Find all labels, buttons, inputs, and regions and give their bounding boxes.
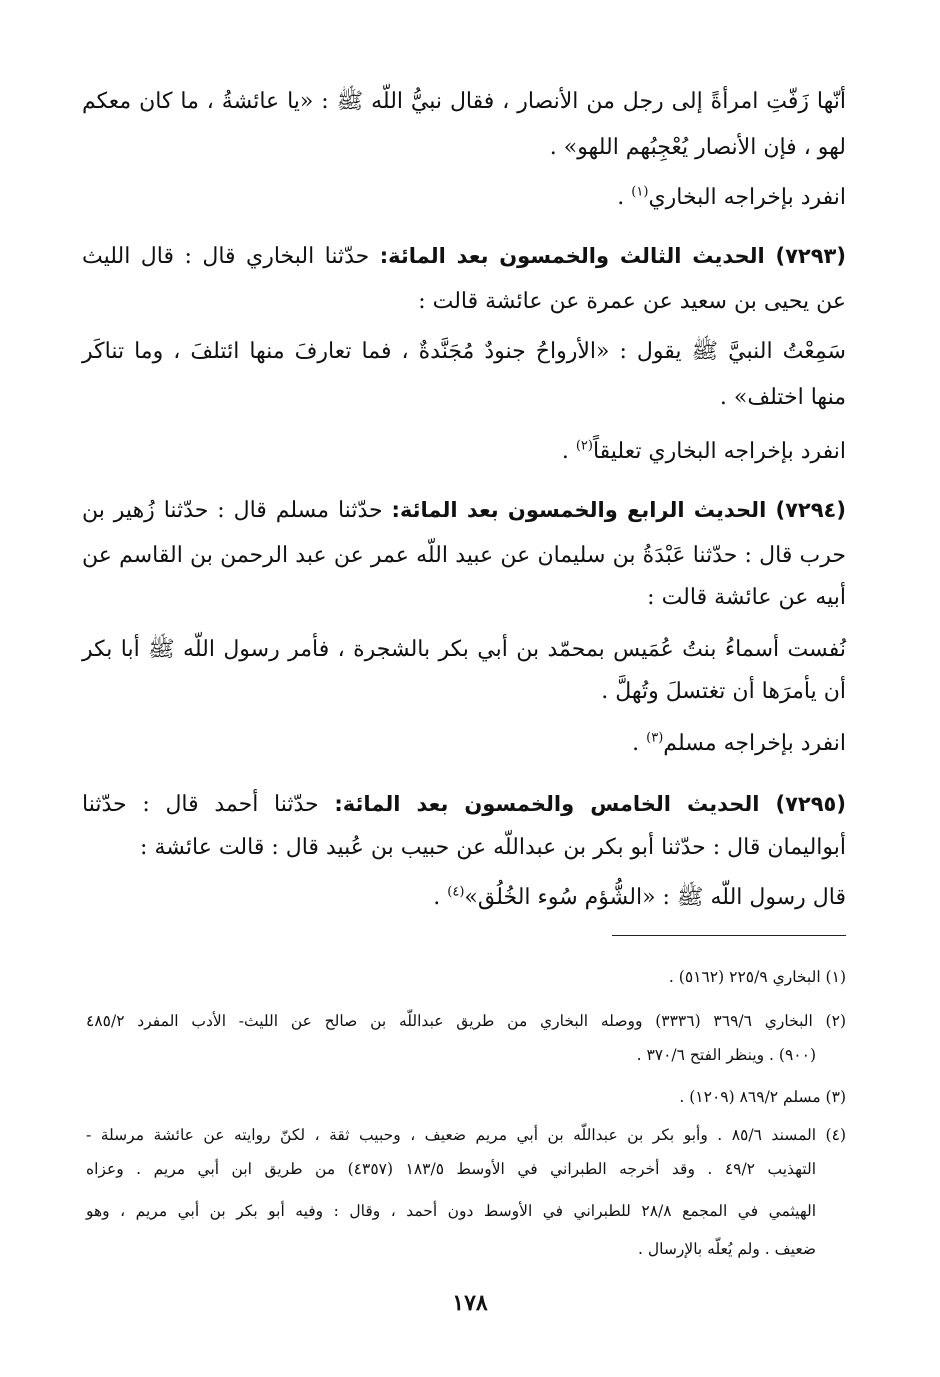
footnote-ref: (٤) xyxy=(447,884,465,900)
footnote-2-cont: (٩٠٠) . وينظر الفتح ٣٧٠/٦ . xyxy=(636,1046,816,1064)
matn-text: قال رسول اللّه ﷺ : «الشُّؤم سُوء الخُلُق» xyxy=(464,885,846,910)
body-line: حرب قال : حدّثنا عَبْدَةُ بن سليمان عن عبيد اللّه عمر عن عبد الرحمن بن القاسم عن xyxy=(82,543,846,568)
body-line: أن يأمرَها أن تغتسلَ وتُهلَّ . xyxy=(601,679,846,704)
footnote-ref: (١) xyxy=(631,184,649,200)
hadith-heading-line xyxy=(82,236,846,277)
footnote-4: (٤) المسند ٨٥/٦ . وأبو بكر بن عبداللّه بن أبي مريم ضعيف ، وحبيب ثقة ، لكنّ روايته عن عائشة مرسلة - xyxy=(86,1126,846,1144)
attribution-line xyxy=(82,178,846,218)
attribution-line xyxy=(82,432,846,472)
footnote-4-cont: الهيثمي في المجمع ٢٨/٨ للطبراني في الأوسط دون أحمد ، وقال : وفيه أبو بكر بن أبي مريم ، وهو xyxy=(86,1202,816,1220)
hadith-heading-line xyxy=(82,784,846,825)
body-line: أبواليمان قال : حدّثنا أبو بكر بن عبداللّه عن حبيب بن عُبيد قال : قالت عائشة : xyxy=(140,835,846,860)
footnote-ref: (٣) xyxy=(646,730,664,746)
footnote-ref: (٢) xyxy=(575,438,593,454)
page-number: ١٧٨ xyxy=(452,1290,488,1316)
attribution-line xyxy=(82,724,846,764)
footnote-3: (٣) مسلم ٨٦٩/٢ (١٢٠٩) . xyxy=(679,1088,846,1106)
period: . xyxy=(617,185,632,210)
footnote-1: (١) البخاري ٢٢٥/٩ (٥١٦٢) . xyxy=(668,968,846,986)
body-line: عن يحيى بن سعيد عن عمرة عن عائشة قالت : xyxy=(418,289,846,314)
isnad-text: حدّثنا أحمد قال : حدّثنا xyxy=(82,792,335,817)
body-line: سَمِعْتُ النبيَّ ﷺ يقول : «الأرواحُ جنودٌ مُجَنَّدةٌ ، فما تعارفَ منها ائتلفَ ، وما تناكَر xyxy=(82,339,846,364)
attribution-text: انفرد بإخراجه مسلم xyxy=(663,731,846,756)
period: . xyxy=(433,885,448,910)
hadith-heading: (٧٢٩٣) الحديث الثالث والخمسون بعد المائة: xyxy=(379,244,846,268)
body-line: أنّها زَفّتِ امرأةً إلى رجل من الأنصار ، فقال نبيُّ اللّه ﷺ : «يا عائشةُ ، ما كان معكم xyxy=(82,89,846,114)
isnad-text: حدّثنا البخاري قال : قال الليث xyxy=(82,244,380,269)
isnad-text: حدّثنا مسلم قال : حدّثنا زُهير بن xyxy=(82,498,392,523)
period: . xyxy=(632,731,647,756)
hadith-heading-line xyxy=(82,490,846,531)
body-line: لهو ، فإن الأنصار يُعْجِبُهم اللهو» . xyxy=(549,135,846,160)
footnote-2: (٢) البخاري ٣٦٩/٦ (٣٣٣٦) ووصله البخاري من طريق عبداللّه بن صالح عن الليث- الأدب المفرد ٤٨٥/٢ xyxy=(86,1012,846,1030)
hadith-heading: (٧٢٩٥) الحديث الخامس والخمسون بعد المائة: xyxy=(334,792,846,816)
attribution-text: انفرد بإخراجه البخاري تعليقاً xyxy=(592,439,846,464)
attribution-text: انفرد بإخراجه البخاري xyxy=(648,185,846,210)
footnote-separator xyxy=(612,935,846,936)
hadith-heading: (٧٢٩٤) الحديث الرابع والخمسون بعد المائة: xyxy=(391,498,846,522)
body-line: منها اختلف» . xyxy=(719,385,846,410)
period: . xyxy=(561,439,576,464)
body-line: نُفست أسماءُ بنتُ عُمَيس بمحمّد بن أبي بكر بالشجرة ، فأمر رسول اللّه ﷺ أبا بكر xyxy=(82,637,846,662)
body-line: أبيه عن عائشة قالت : xyxy=(647,585,846,610)
matn-line xyxy=(82,878,846,918)
footnote-4-cont: ضعيف . ولم يُعلّه بالإرسال . xyxy=(638,1240,816,1258)
footnote-4-cont: التهذيب ٤٩/٢ . وقد أخرجه الطبراني في الأوسط ١٨٣/٥ (٤٣٥٧) من طريق ابن أبي مريم . وعزاه xyxy=(86,1160,817,1178)
